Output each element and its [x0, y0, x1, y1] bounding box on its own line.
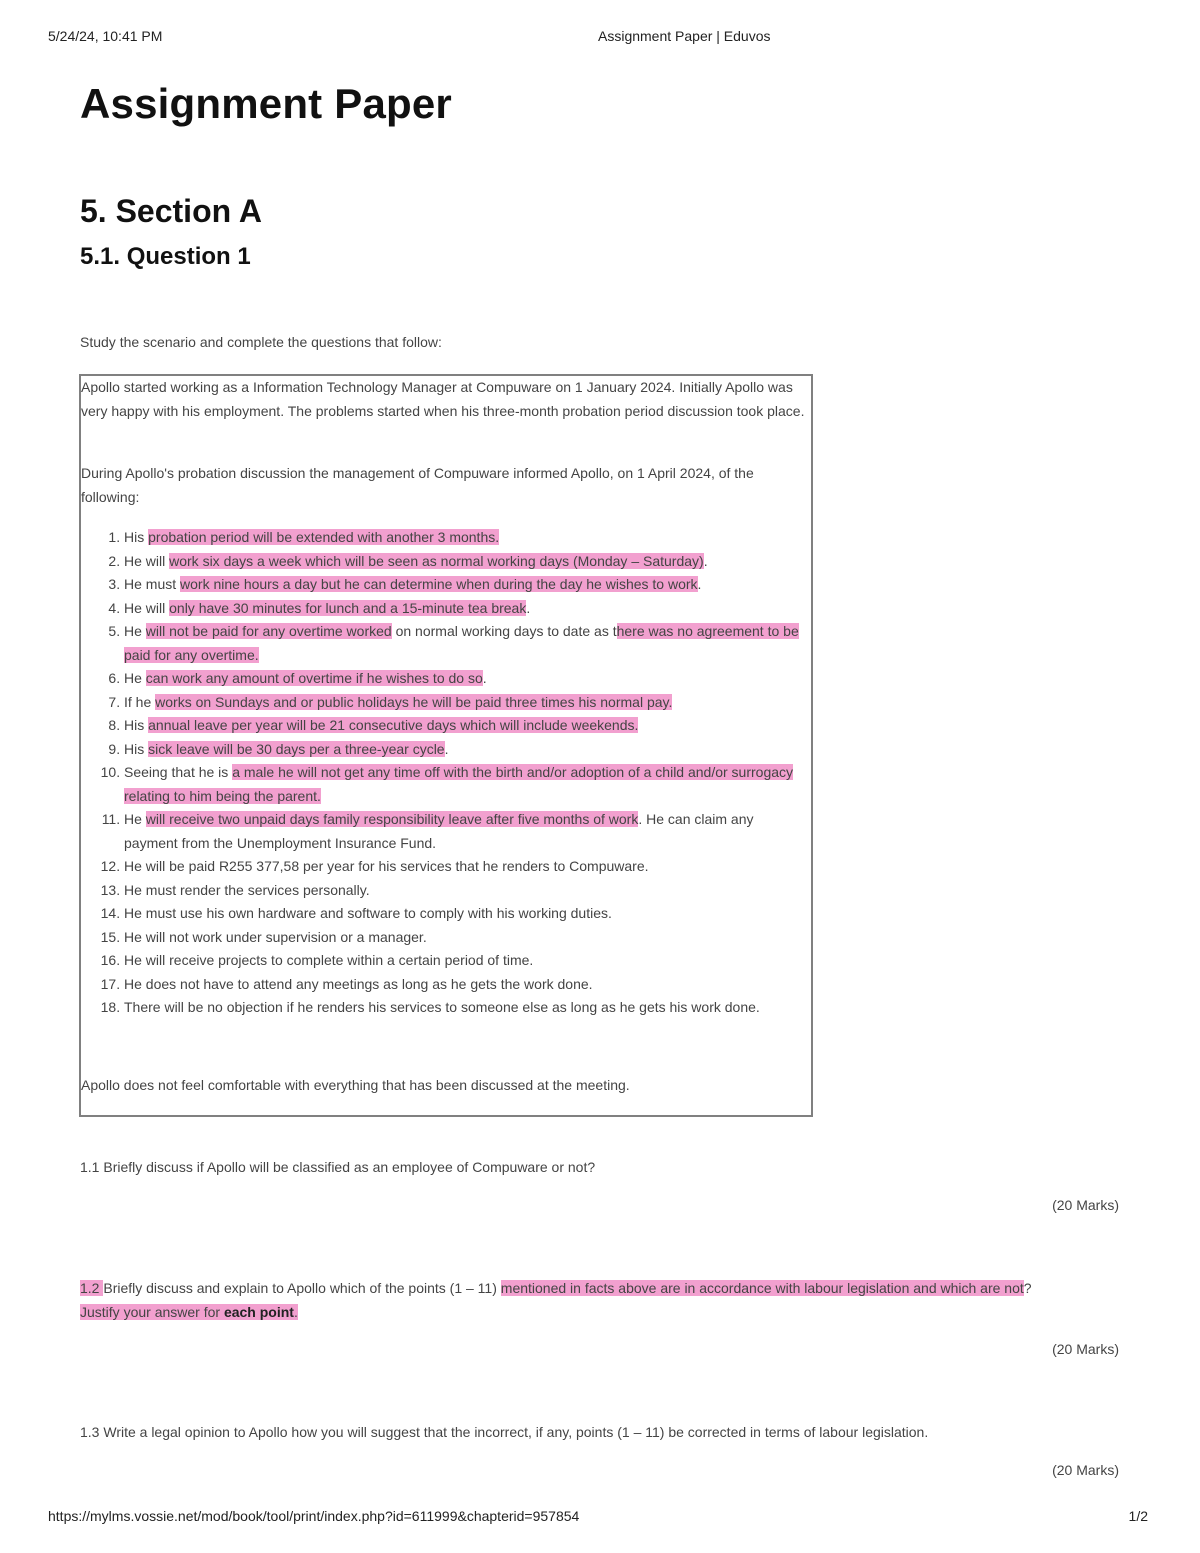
scenario-point: [124, 996, 809, 1020]
point-text: He will not work under supervision or a manager.: [124, 928, 427, 945]
scenario-point: [124, 620, 809, 667]
question-1-3: 1.3 Write a legal opinion to Apollo how you will suggest that the incorrect, if any, points (1 – 11) be corrected in terms of labour legislation.: [80, 1424, 929, 1440]
scenario-point: [124, 667, 809, 691]
highlight-span: probation period will be extended with another 3 months.: [148, 529, 500, 545]
highlight-span: only have 30 minutes for lunch and a 15-minute tea break: [169, 599, 527, 616]
intro-text: Study the scenario and complete the questions that follow:: [80, 334, 442, 350]
scenario-paragraph: Apollo started working as a Information Technology Manager at Compuware on 1 January 2024. Initially Apollo was very happy with his employment. The problems started when his three-month probation period discussion took place.: [81, 379, 805, 419]
point-text: He: [124, 811, 146, 827]
scenario-point: [124, 973, 809, 997]
point-text: He will receive projects to complete within a certain period of time.: [124, 952, 534, 968]
scenario-point: [124, 573, 809, 597]
highlight-span: will not be paid for any overtime worked: [145, 623, 392, 639]
highlight-span: here was no agreement to be paid for any overtime.: [124, 623, 799, 663]
point-text: . He can claim any payment from the Unemployment Insurance Fund.: [124, 811, 754, 851]
point-text: .: [526, 599, 531, 616]
print-datetime: 5/24/24, 10:41 PM: [48, 28, 163, 44]
highlight-span: works on Sundays and or public holidays he will be paid three times his normal pay.: [155, 693, 673, 710]
point-text: He will be paid R255 377,58 per year for his services that he renders to Compuware.: [124, 858, 649, 874]
scenario-point: [124, 949, 809, 973]
highlight-span: mentioned in facts above are in accordance with labour legislation and which are not: [500, 1280, 1024, 1296]
scenario-box: [79, 374, 813, 1117]
scenario-point: [124, 879, 809, 903]
question-1-1-marks: (20 Marks): [1052, 1197, 1119, 1213]
point-text: His: [124, 529, 149, 545]
point-text: .: [444, 740, 449, 757]
highlight-span: work nine hours a day but he can determine when during the day he wishes to work: [180, 576, 698, 592]
point-text: If he: [124, 693, 156, 710]
question-1-1: 1.1 Briefly discuss if Apollo will be classified as an employee of Compuware or not?: [80, 1159, 596, 1175]
highlight-span: a male he will not get any time off with the birth and/or adoption of a child and/or surrogacy relating to him being the parent.: [124, 764, 794, 804]
point-text: His: [124, 717, 149, 733]
scenario-point: [124, 902, 809, 926]
question-heading: 5.1. Question 1: [80, 243, 251, 270]
scenario-point: [124, 855, 809, 879]
point-text: .: [703, 552, 708, 569]
point-text: He will: [124, 599, 170, 616]
point-text: He does not have to attend any meetings as long as he gets the work done.: [124, 975, 593, 992]
highlight-span: sick leave will be 30 days per a three-year cycle: [148, 740, 445, 757]
section-heading: 5. Section A: [80, 193, 262, 229]
scenario-point: [124, 808, 809, 855]
question-1-3-marks: (20 Marks): [1052, 1462, 1119, 1478]
highlight-span: will receive two unpaid days family responsibility leave after five months of work: [145, 811, 639, 827]
scenario-point: [124, 597, 809, 621]
point-text: .: [697, 576, 702, 592]
point-text: He will: [124, 552, 170, 569]
point-text: He must use his own hardware and software to comply with his working duties.: [124, 905, 612, 921]
point-text: Seeing that he is: [124, 764, 233, 780]
scenario-point: [124, 738, 809, 762]
point-text: He must render the services personally.: [124, 881, 370, 898]
scenario-point: [124, 761, 809, 808]
scenario-point: [124, 550, 809, 574]
highlight-span: annual leave per year will be 21 consecutive days which will include weekends.: [148, 717, 639, 733]
scenario-closing: Apollo does not feel comfortable with everything that has been discussed at the meeting.: [81, 1077, 630, 1093]
point-text: He: [124, 670, 146, 686]
point-text: on normal working days to date as t: [391, 623, 617, 639]
scenario-points-list: [81, 526, 809, 1020]
print-page-title: Assignment Paper | Eduvos: [598, 28, 771, 44]
highlight-span: work six days a week which will be seen as normal working days (Monday – Saturday): [169, 552, 704, 569]
question-text: Justify your answer for: [80, 1304, 224, 1320]
question-1-2-marks: (20 Marks): [1052, 1341, 1119, 1357]
print-page-number: 1/2: [1128, 1508, 1148, 1524]
question-text: ?: [1023, 1280, 1032, 1296]
highlight-span: [80, 1304, 298, 1320]
highlight-span: 1.2: [80, 1280, 104, 1296]
scenario-paragraph: During Apollo's probation discussion the management of Compuware informed Apollo, on 1 April 2024, of the following:: [81, 465, 754, 505]
highlight-span: can work any amount of overtime if he wishes to do so: [145, 670, 483, 686]
scenario-point: [124, 714, 809, 738]
question-text: .: [293, 1304, 298, 1320]
emphasis-text: each point: [223, 1304, 294, 1320]
point-text: .: [482, 670, 487, 686]
point-text: He: [124, 623, 146, 639]
scenario-point: [124, 691, 809, 715]
print-url: https://mylms.vossie.net/mod/book/tool/print/index.php?id=611999&chapterid=957854: [48, 1508, 580, 1524]
point-text: His: [124, 740, 149, 757]
question-1-2: [80, 1276, 1110, 1324]
scenario-point: [124, 526, 809, 550]
question-text: Briefly discuss and explain to Apollo which of the points (1 – 11): [103, 1280, 501, 1296]
point-text: There will be no objection if he renders his services to someone else as long as he gets his work done.: [124, 999, 760, 1015]
page-title: Assignment Paper: [80, 80, 452, 127]
scenario-point: [124, 926, 809, 950]
point-text: He must: [124, 576, 181, 592]
